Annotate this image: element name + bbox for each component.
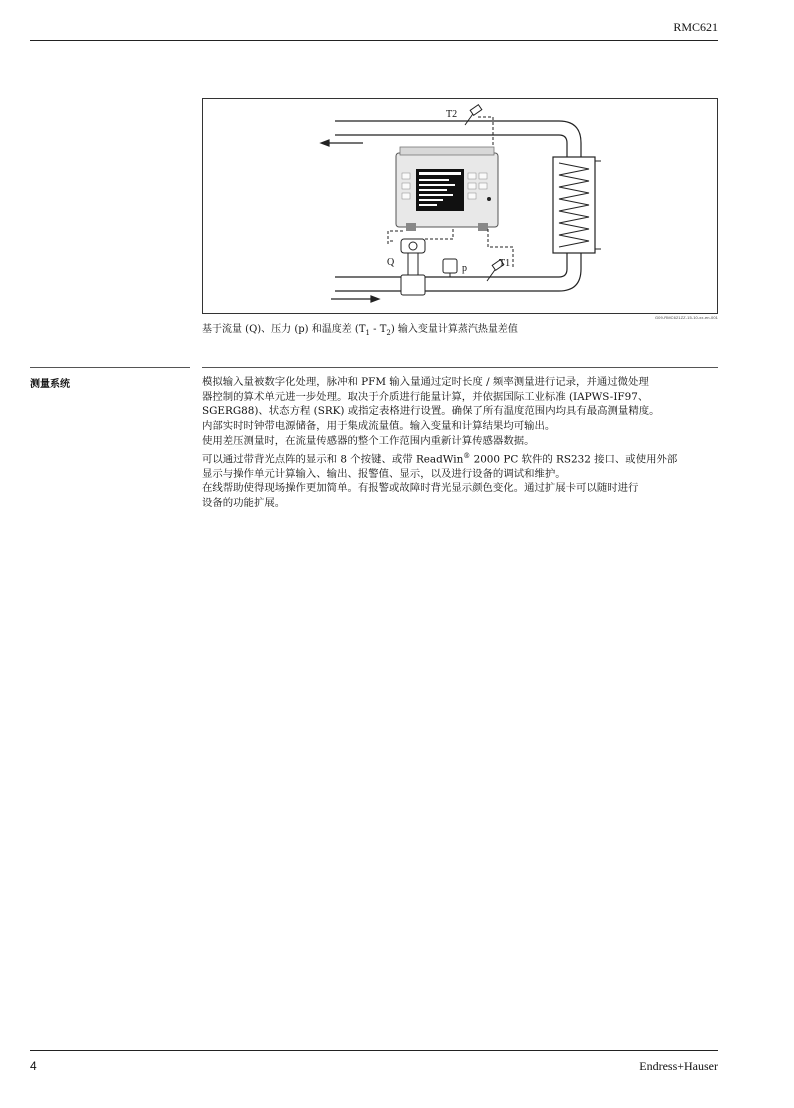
label-t2: T2 [446, 109, 458, 120]
section-heading: 测量系统 [30, 379, 70, 390]
page-number: 4 [30, 1059, 37, 1073]
caption-text-1: 基于流量 (Q)、压力 (p) 和温度差 (T [202, 324, 366, 335]
figure-caption [202, 323, 518, 340]
caption-sub-1: 1 [365, 329, 370, 337]
flow-meter [401, 239, 425, 295]
body-line-part: 可以通过带背光点阵的显示和 8 个按键、或带 ReadWin [202, 452, 464, 465]
header-rule [30, 40, 718, 41]
figure-id: G09-RMC621ZZ-15-10-xx-en-001 [654, 315, 718, 320]
diagram-svg [203, 99, 718, 314]
body-line: 在线帮助使得现场操作更加简单。有报警或故障时背光显示颜色变化。通过扩展卡可以随时进行 [202, 482, 639, 495]
flow-arrow-in [331, 296, 379, 302]
body-line-part: 2000 PC 软件的 RS232 接口、或使用外部 [470, 452, 678, 465]
body-line: 器控制的算术单元进一步处理。取决于介质进行能量计算，并依据国际工业标准 (IAPWS-IF97、 [202, 390, 649, 403]
caption-sub-2: 2 [386, 329, 391, 337]
label-q: Q [387, 257, 395, 268]
body-line: 设备的功能扩展。 [202, 497, 286, 510]
body-line: 内部实时时钟带电源储备，用于集成流量值。输入变量和计算结果均可输出。 [202, 420, 556, 433]
pressure-sensor [443, 259, 457, 277]
rmc621-device [396, 147, 498, 231]
section-body [202, 375, 718, 511]
section-rule-right [202, 367, 718, 368]
caption-text-3: ) 输入变量计算蒸汽热量差值 [390, 324, 518, 335]
body-line: SGERG88)、状态方程 (SRK) 或指定表格进行设置。确保了所有温度范围内均具有最高测量精度。 [202, 405, 660, 418]
body-line [202, 449, 718, 467]
registered-mark: ® [463, 451, 471, 460]
label-t1: T1 [499, 258, 511, 269]
flow-arrow-out [321, 140, 363, 146]
footer-rule [30, 1050, 718, 1051]
system-diagram [202, 98, 718, 314]
caption-text-2: - T [369, 324, 387, 335]
footer-brand: Endress+Hauser [639, 1059, 718, 1073]
label-p: p [462, 263, 467, 274]
body-line: 显示与操作单元计算输入、输出、报警值、显示，以及进行设备的调试和维护。 [202, 467, 566, 480]
section-rule-left [30, 367, 190, 368]
bottom-pipe [335, 249, 581, 291]
body-line: 模拟输入量被数字化处理，脉冲和 PFM 输入量通过定时长度 / 频率测量进行记录，并通过微处理 [202, 376, 649, 388]
body-line: 使用差压测量时，在流量传感器的整个工作范围内重新计算传感器数据。 [202, 434, 535, 447]
header-title: RMC621 [673, 20, 718, 34]
